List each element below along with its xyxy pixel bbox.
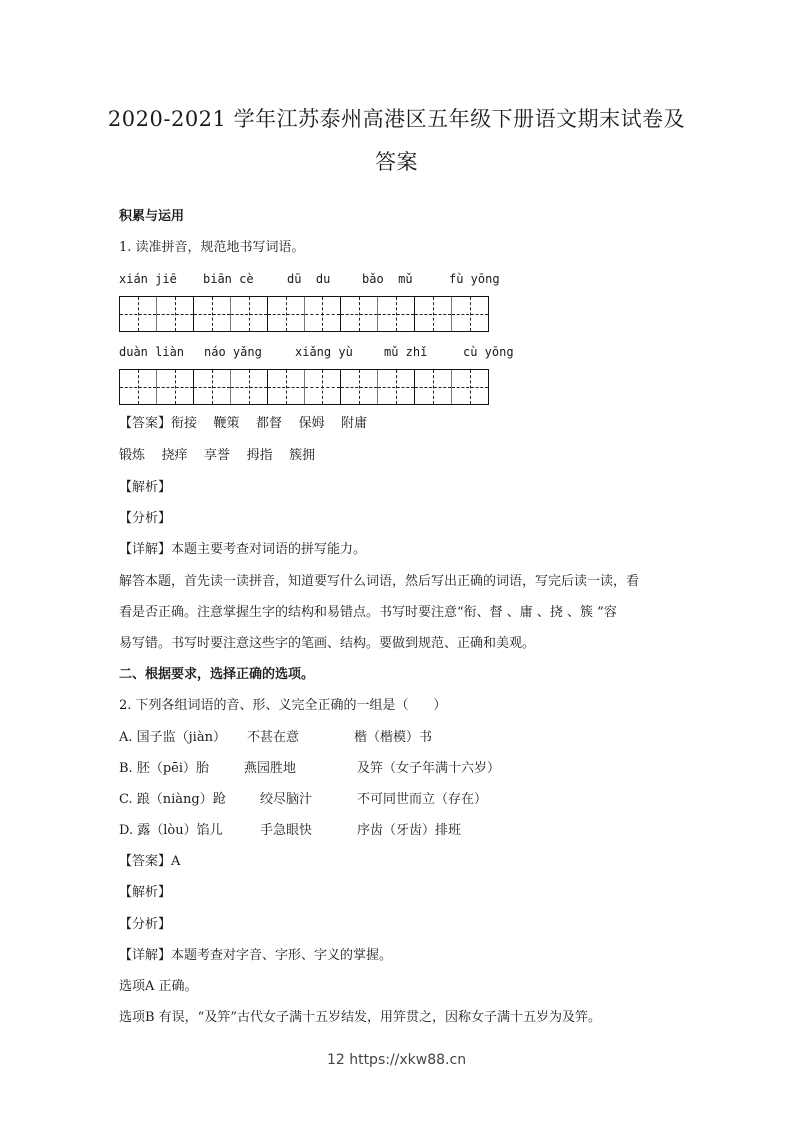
q2-detail: 【详解】本题考查对字音、字形、字义的掌握。 — [119, 948, 393, 963]
section1-heading: 积累与运用 — [119, 209, 185, 224]
q2-option-a-note: 选项A 正确。 — [119, 979, 198, 994]
pinyin: mǔ zhǐ — [384, 345, 428, 359]
option-col2: 手急眼快 — [260, 823, 313, 838]
option-col2: 不甚在意 — [247, 730, 300, 745]
pinyin-row-1 — [119, 270, 499, 288]
option-label: B. 胚（pēi）胎 — [119, 761, 209, 776]
word-box[interactable] — [194, 370, 268, 404]
option-label: D. 露（lòu）馅儿 — [119, 823, 223, 838]
word-box[interactable] — [341, 370, 415, 404]
word-box[interactable] — [120, 297, 194, 331]
writing-grid-row-2 — [119, 369, 489, 405]
writing-grid-row-1 — [119, 296, 489, 332]
q2-analysis-label: 【解析】 — [119, 885, 172, 900]
page-footer: 12 https://xkw88.cn — [326, 1052, 467, 1068]
pinyin: fù yōng — [449, 272, 500, 286]
option-col2: 绞尽脑汁 — [260, 792, 313, 807]
option-col3: 及笄（女子年满十六岁） — [357, 761, 501, 776]
q1-answer-line2: 锻炼 挠痒 享誉 拇指 簇拥 — [119, 448, 316, 463]
q2-option-a — [119, 729, 619, 747]
q1-analysis-label: 【解析】 — [119, 480, 172, 495]
word-box[interactable] — [194, 297, 268, 331]
q1-fenxi-label: 【分析】 — [119, 511, 172, 526]
pinyin: cù yōng — [463, 345, 514, 359]
q1-explain-line1: 解答本题，首先读一读拼音，知道要写什么词语，然后写出正确的词语，写完后读一读，看 — [119, 574, 640, 589]
q2-prompt: 2. 下列各组词语的音、形、义完全正确的一组是（ ） — [119, 698, 447, 713]
q2-fenxi-label: 【分析】 — [119, 917, 172, 932]
q1-detail: 【详解】本题主要考查对词语的拼写能力。 — [119, 542, 367, 557]
pinyin: dū du — [287, 272, 331, 286]
option-col3: 楷（楷模）书 — [354, 730, 433, 745]
pinyin: xiǎng yù — [295, 345, 353, 359]
q2-answer: 【答案】A — [119, 854, 181, 869]
pinyin: biān cè — [203, 272, 254, 286]
word-box[interactable] — [341, 297, 415, 331]
pinyin: duàn liàn — [119, 345, 185, 359]
pinyin: xián jiē — [119, 272, 177, 286]
q2-option-b-note: 选项B 有误，“及笄”古代女子满十五岁结发，用笄贯之，因称女子满十五岁为及笄。 — [119, 1010, 601, 1025]
word-box[interactable] — [268, 370, 342, 404]
option-col2: 燕园胜地 — [244, 761, 297, 776]
q1-explain-line2: 看是否正确。注意掌握生字的结构和易错点。书写时要注意“衔、督 、庸 、挠 、簇 ”容 — [119, 605, 617, 620]
word-box[interactable] — [415, 370, 488, 404]
q1-explain-line3: 易写错。书写时要注意这些字的笔画、结构。要做到规范、正确和美观。 — [119, 636, 536, 651]
section2-heading: 二、根据要求，选择正确的选项。 — [119, 667, 315, 682]
q1-prompt: 1. 读准拼音，规范地书写词语。 — [119, 240, 305, 255]
pinyin: náo yǎng — [204, 345, 262, 359]
q1-answer-line1: 【答案】衔接 鞭策 都督 保姆 附庸 — [119, 416, 368, 431]
q2-option-d — [119, 822, 619, 840]
option-col3: 不可同世而立（存在） — [357, 792, 488, 807]
document-title-line1: 2020-2021 学年江苏泰州高港区五年级下册语文期末试卷及 — [107, 107, 686, 131]
word-box[interactable] — [415, 297, 488, 331]
pinyin: bǎo mǔ — [362, 272, 413, 286]
q2-option-b — [119, 760, 619, 778]
word-box[interactable] — [268, 297, 342, 331]
word-box[interactable] — [120, 370, 194, 404]
option-col3: 序齿（牙齿）排班 — [357, 823, 462, 838]
option-label: C. 踉（niàng）跄 — [119, 792, 226, 807]
document-title-line2: 答案 — [375, 150, 418, 174]
q2-option-c — [119, 791, 619, 809]
pinyin-row-2 — [119, 343, 539, 361]
option-label: A. 国子监（jiàn） — [119, 730, 226, 745]
